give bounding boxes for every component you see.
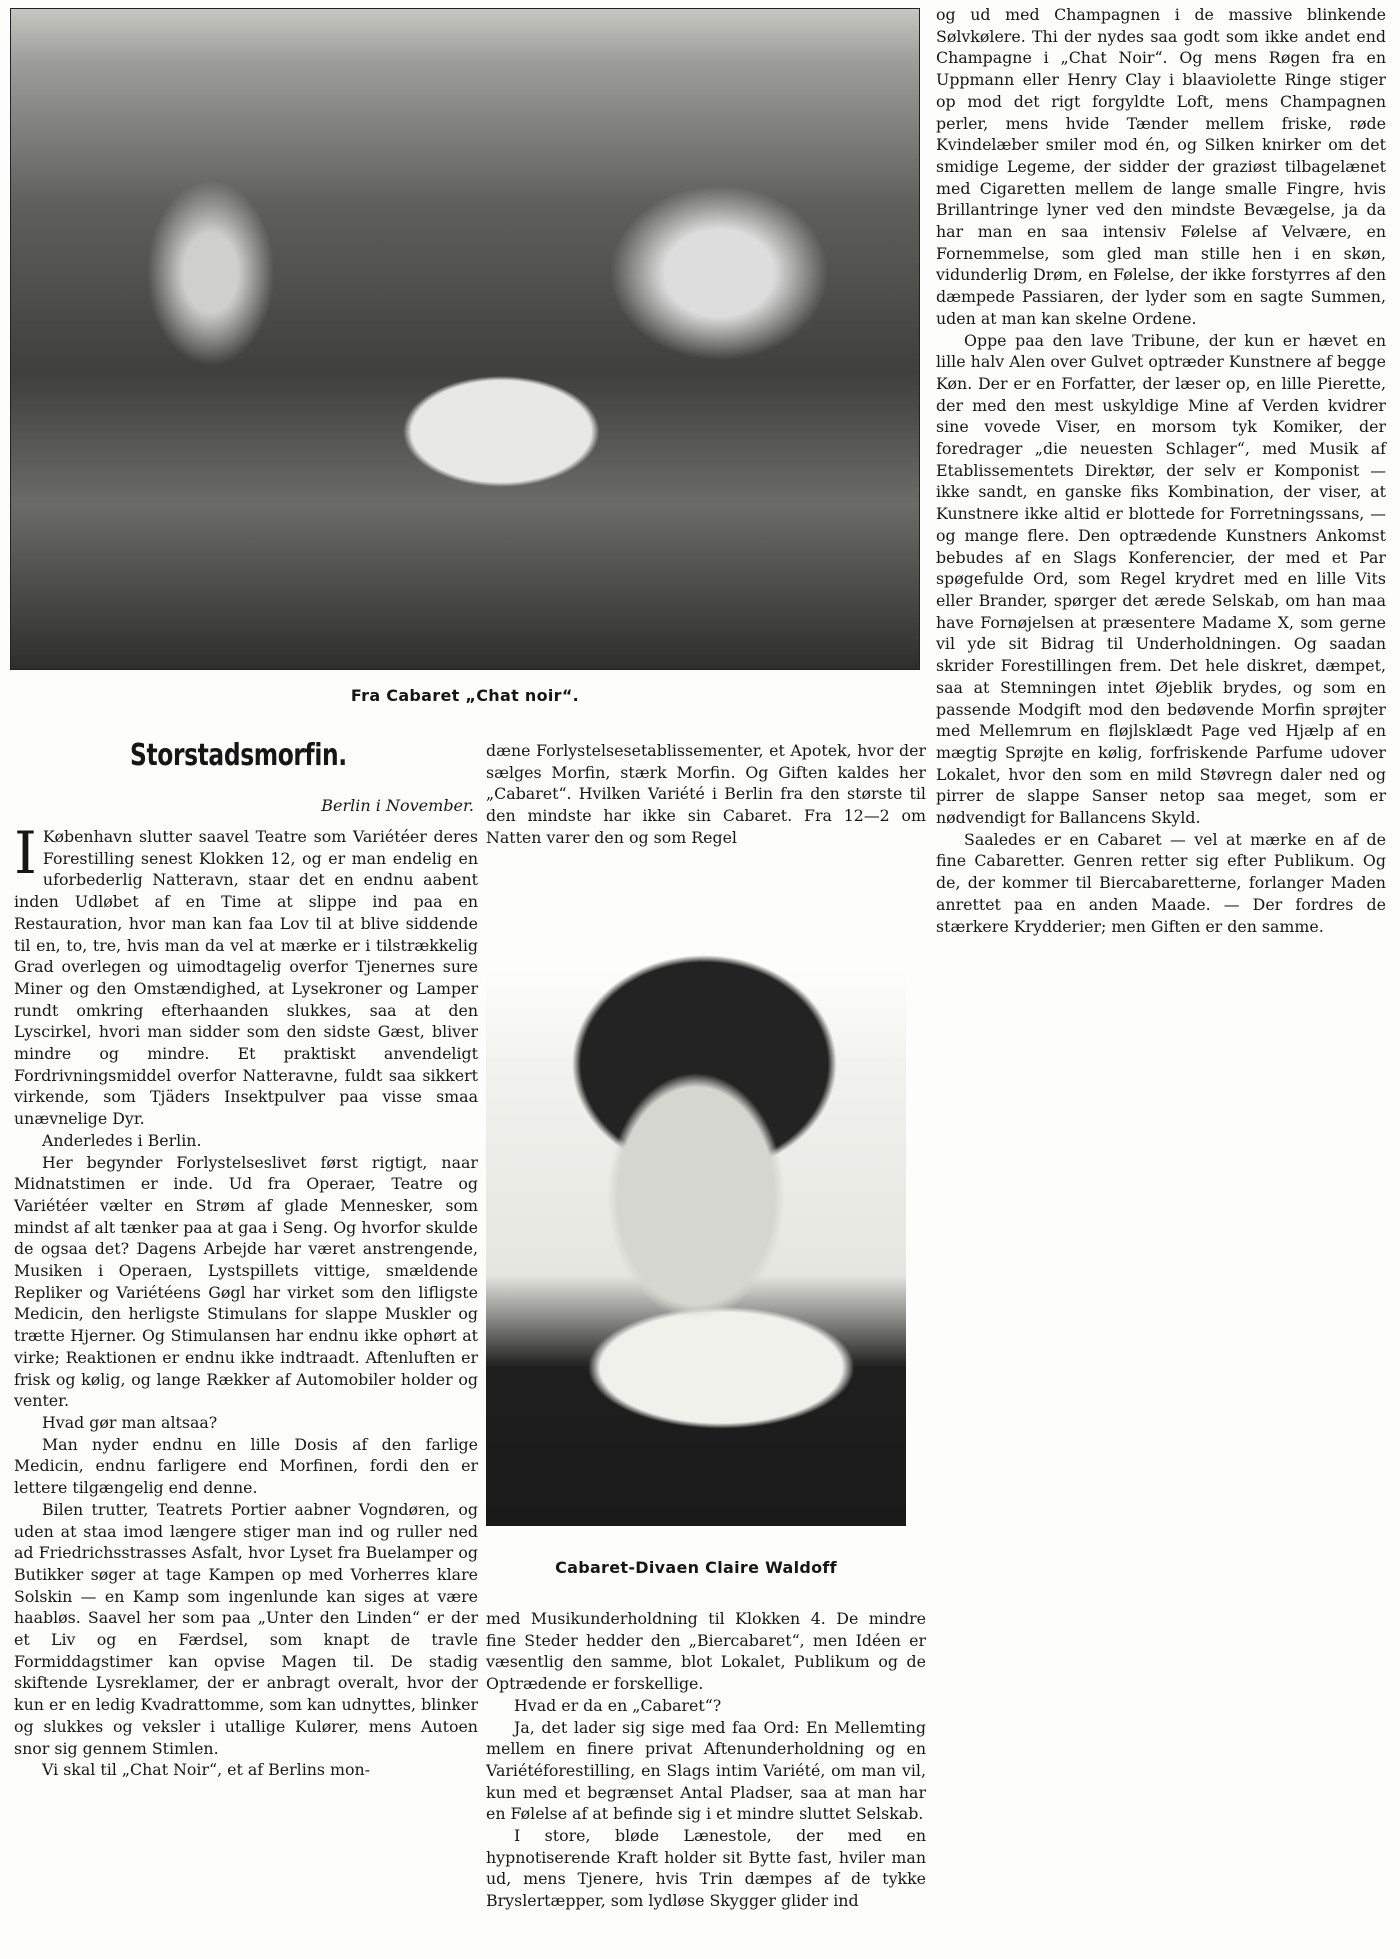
- paragraph: Ja, det lader sig sige med faa Ord: En Mellemting mellem en finere privat Aftenunderholdning og en Variétéforestilling, en Slags intim Variété, om man vil, kun med et begrænset Antal Pladser, saa at man har en Følelse af at befinde sig i et mindre sluttet Selskab.: [486, 1717, 926, 1824]
- article-title: Storstadsmorfin.: [130, 738, 347, 773]
- paragraph: Man nyder endnu en lille Dosis af den farlige Medicin, endnu farligere end Morfinen, fordi den er lettere tilgængelig end denne.: [14, 1434, 478, 1498]
- drop-cap: I: [14, 819, 37, 887]
- paragraph: med Musikunderholdning til Klokken 4. De mindre fine Steder hedder den „Biercabaret“, men Idéen er væsentlig den samme, blot Lokalet, Publikum og de Optrædende er forskellige.: [486, 1609, 926, 1694]
- paragraph: I store, bløde Lænestole, der med en hypnotiserende Kraft holder sit Bytte fast, hviler man ud, mens Tjenere, hvis Trin dæmpes af de tykke Bryslertæpper, som lydløse Skygger glider ind: [486, 1826, 926, 1911]
- paragraph: dæne Forlystelsesetablissementer, et Apotek, hvor der sælges Morfin, stærk Morfin. Og Giften kaldes her „Cabaret“. Hvilken Variété i Berlin fra den største til den mindste har ikke sin Cabaret. Fra 12—2 om Natten varer den og som Regel: [486, 741, 926, 847]
- cabaret-group-photo: [10, 8, 920, 670]
- paragraph: Bilen trutter, Teatrets Portier aabner Vogndøren, og uden at staa imod længere stiger man ind og ruller ned ad Friedrichsstrasses Asfalt, hvor Lyset fra Buelamper og Butikker søger at tage Kampen op med Vorherres klare Solskin — en Kamp som ingenlunde kan siges at være haabløs. Saavel her som paa „Unter den Linden“ er der et Liv og en Færdsel, som knapt de travle Formiddagstimer kan opvise Magen til. De stadig skiftende Lysreklamer, der er anbragt overalt, hvor der kun er en ledig Kvadrattomme, som kan udnyttes, blinker og slukkes og veksler i utallige Kulører, mens Autoen snor sig gennem Stimlen.: [14, 1499, 478, 1758]
- paragraph: Hvad er da en „Cabaret“?: [514, 1695, 722, 1715]
- article-column-middle-top: [486, 740, 926, 849]
- claire-waldoff-portrait: [486, 866, 906, 1526]
- article-column-middle-bottom: [486, 1608, 926, 1912]
- paragraph: Her begynder Forlystelseslivet først rigtigt, naar Midnatstimen er inde. Ud fra Operaer, Teatre og Variétéer vælter en Strøm af glade Mennesker, som mindst af alt tænker paa at gaa i Seng. Og hvorfor skulde de ogsaa det? Dagens Arbejde har været anstrengende, Musiken i Operaen, Lystspillets vittige, smældende Repliker og Variétéens Gøgl har virket som den lifligste Medicin, den herligste Stimulans for slappe Muskler og trætte Hjerner. Og Stimulansen har endnu ikke ophørt at virke; Reaktionen er endnu ikke indtraadt. Aftenluften er frisk og kølig, og lange Rækker af Automobiler holder og venter.: [14, 1152, 478, 1411]
- article-dateline: Berlin i November.: [321, 796, 474, 815]
- paragraph: I København slutter saavel Teatre som Variétéer deres Forestilling senest Klokken 12, og er man endelig en uforbederlig Natteravn, staar det en endnu aabent inden Udløbet af en Time at slippe ind paa en Restauration, hvor man kan faa Lov til at blive siddende til en, to, tre, hvis man da vel at mærke er i tilstrækkelig Grad overlegen og uimodtagelig overfor Tjenernes sure Miner og den Omstændighed, at Lysekroner og Lamper rundt omkring efterhaanden slukkes, saa at den Lyscirkel, hvori man sidder som den sidste Gæst, bliver mindre og mindre. Et praktiskt anvendeligt Fordrivningsmiddel overfor Natteravne, fuldt saa sikkert virkende, som Tjäders Insektpulver paa visse smaa unævnelige Dyr.: [14, 819, 478, 1129]
- paragraph: Vi skal til „Chat Noir“, et af Berlins mon-: [42, 1760, 371, 1780]
- paragraph: og ud med Champagnen i de massive blinkende Sølvkølere. Thi der nydes saa godt som ikke andet end Champagne i „Chat Noir“. Og mens Røgen fra en Uppmann eller Henry Clay i blaaviolette Ringe stiger op mod det rigt forgyldte Loft, mens Champagnen perler, mens hvide Tænder mellem friske, røde Kvindelæber smiler mod én, og Silken knirker om det smidige Legeme, der sidder der graziøst tilbagelænet med Cigaretten mellem de lange smalle Fingre, hvis Brillantringe lyner ved den mindste Bevægelse, ja da har man en saa intensiv Følelse af Velvære, en Fornemmelse, som gled man stille hen i en skøn, vidunderlig Drøm, en Følelse, der ikke forstyrres af den dæmpede Passiaren, der lyder som en sagte Summen, uden at man kan skelne Ordene.: [936, 5, 1386, 328]
- paragraph: Saaledes er en Cabaret — vel at mærke en af de fine Cabaretter. Genren retter sig efter Publikum. Og de, der kommer til Biercabaretterne, forlanger Maden anrettet paa en anden Maade. — Der fordres de stærkere Krydderier; men Giften er den samme.: [936, 829, 1386, 936]
- article-column-right: [936, 4, 1386, 937]
- paragraph: Oppe paa den lave Tribune, der kun er hævet en lille halv Alen over Gulvet optræder Kunstnere af begge Køn. Der er en Forfatter, der læser op, en lille Pierette, der med den mest uskyldige Mine af Verden kvidrer sine vovede Viser, en morsom tyk Komiker, der foredrager „die neuesten Schlager“, med Musik af Etablissementets Direktør, der selv er Komponist — ikke sandt, en ganske fiks Kombination, der viser, at Kunstnere ikke altid er blottede for Forretningssans, — og mange flere. Den optrædende Kunstners Ankomst bebudes af en Slags Konferencier, der med et Par spøgefulde Ord, som Regel krydret med en lille Vits eller Brander, spørger det ærede Selskab, om han maa have Fornøjelsen at præsentere Madame X, som gerne vil yde sit Bidrag til Underholdningen. Og saadan skrider Forestillingen frem. Det hele diskret, dæmpet, saa at Stemningen intet Øjeblik brydes, og som en passende Modgift mod den bedøvende Morfin sprøjter med Mellemrum en fløjlsklædt Page ved Hjælp af en mægtig Sprøjte en kølig, forfriskende Parfume udover Lokalet, hvor den som en mild Støvregn daler ned og pirrer de slappe Sanser netop saa meget, som er nødvendigt for Ballancens Skyld.: [936, 330, 1386, 828]
- portrait-caption: Cabaret-Divaen Claire Waldoff: [555, 1558, 837, 1577]
- paragraph: Hvad gør man altsaa?: [42, 1412, 218, 1432]
- cabaret-photo-caption: Fra Cabaret „Chat noir“.: [350, 686, 580, 705]
- article-column-left: [14, 819, 478, 1781]
- paragraph: Anderledes i Berlin.: [42, 1130, 202, 1150]
